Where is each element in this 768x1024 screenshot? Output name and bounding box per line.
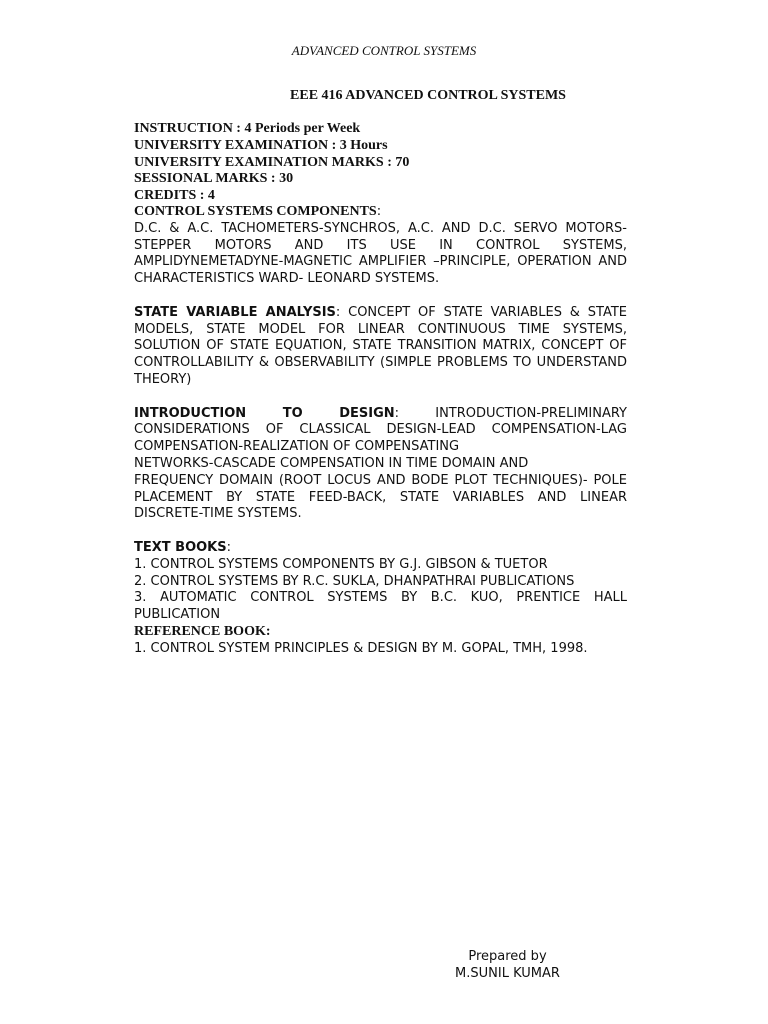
text-book-item: 3. AUTOMATIC CONTROL SYSTEMS BY B.C. KUO, PRENTICE HALL PUBLICATION — [134, 590, 627, 623]
state-variable-section — [134, 305, 627, 389]
text-book-item: 2. CONTROL SYSTEMS BY R.C. SUKLA, DHANPATHRAI PUBLICATIONS — [134, 573, 575, 589]
components-separator: : — [376, 204, 382, 219]
components-body: D.C. & A.C. TACHOMETERS-SYNCHROS, A.C. AND D.C. SERVO MOTORS-STEPPER MOTORS AND ITS USE IN CONTROL SYSTEMS, AMPLIDYNEMETADYNE-MAGNETIC AMPLIFIER –PRINCIPLE, OPERATION AND CHARACTERISTICS WARD- LEONARD SYSTEMS. — [134, 220, 627, 287]
state-variable-body: : CONCEPT OF STATE VARIABLES & STATE MODELS, STATE MODEL FOR LINEAR CONTINUOUS TIME SYSTEMS, SOLUTION OF STATE EQUATION, STATE TRANSITION MATRIX, CONCEPT OF CONTROLLABILITY & OBSERVABILITY (SIMPLE PROBLEMS TO UNDERSTAND THEORY) — [134, 304, 627, 387]
prepared-by-label: Prepared by — [468, 949, 547, 964]
design-section — [134, 406, 627, 456]
exam-marks-line: UNIVERSITY EXAMINATION MARKS : 70 — [134, 154, 410, 170]
design-body-part2: NETWORKS-CASCADE COMPENSATION IN TIME DOMAIN AND — [134, 455, 529, 471]
text-books-heading: TEXT BOOKS — [134, 539, 227, 555]
footer-signature — [420, 948, 595, 982]
instruction-line: INSTRUCTION : 4 Periods per Week — [134, 121, 361, 136]
text-book-item: 1. CONTROL SYSTEMS COMPONENTS BY G.J. GIBSON & TUETOR — [134, 556, 548, 572]
design-heading: INTRODUCTION TO DESIGN — [134, 405, 395, 421]
design-body-part1: : INTRODUCTION-PRELIMINARY CONSIDERATIONS OF CLASSICAL DESIGN-LEAD COMPENSATION-LAG COMPENSATION-REALIZATION OF COMPENSATING — [134, 405, 627, 455]
components-heading: CONTROL SYSTEMS COMPONENTS — [134, 204, 377, 219]
state-variable-heading: STATE VARIABLE ANALYSIS — [134, 304, 336, 320]
course-title: EEE 416 ADVANCED CONTROL SYSTEMS — [290, 88, 566, 103]
exam-duration-line: UNIVERSITY EXAMINATION : 3 Hours — [134, 137, 388, 153]
text-books-heading-line — [134, 540, 627, 557]
text-books-separator: : — [226, 539, 232, 555]
credits-line: CREDITS : 4 — [134, 188, 215, 204]
running-header: ADVANCED CONTROL SYSTEMS — [291, 43, 477, 58]
author-name: M.SUNIL KUMAR — [455, 966, 560, 981]
syllabus-content — [134, 204, 627, 658]
sessional-marks-line: SESSIONAL MARKS : 30 — [134, 171, 294, 187]
design-body-part3: FREQUENCY DOMAIN (ROOT LOCUS AND BODE PLOT TECHNIQUES)- POLE PLACEMENT BY STATE FEED-BACK, STATE VARIABLES AND LINEAR DISCRETE-TIME SYSTEMS. — [134, 472, 627, 522]
reference-book-heading: REFERENCE BOOK: — [134, 623, 271, 639]
components-section — [134, 204, 627, 288]
course-meta — [134, 121, 629, 205]
reference-book-item: 1. CONTROL SYSTEM PRINCIPLES & DESIGN BY M. GOPAL, TMH, 1998. — [134, 640, 588, 656]
